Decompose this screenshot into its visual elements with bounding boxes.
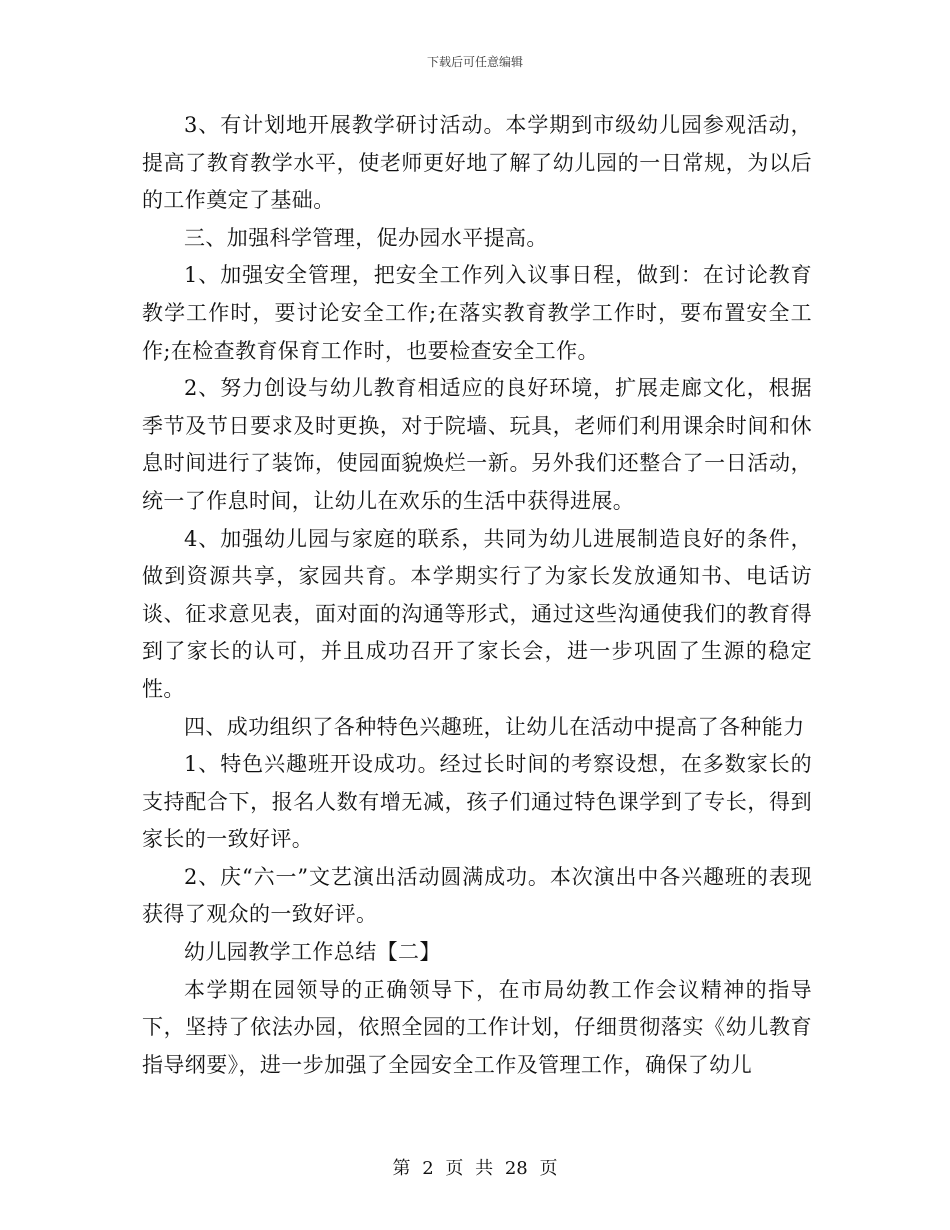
paragraph-environment: 2、努力创设与幼儿教育相适应的良好环境，扩展走廊文化，根据季节及节日要求及时更换，对于院墙、玩具，老师们利用课余时间和休息时间进行了装饰，使园面貌焕烂一新。另外我们还整合了一日活动，统一了作息时间，让幼儿在欢乐的生活中获得进展。 xyxy=(142,376,812,513)
section-heading-interest-classes: 四、成功组织了各种特色兴趣班，让幼儿在活动中提高了各种能力 xyxy=(184,714,805,739)
paragraph-safety-management: 1、加强安全管理，把安全工作列入议事日程，做到：在讨论教育教学工作时，要讨论安全工作;在落实教育教学工作时，要布置安全工作;在检查教育保育工作时，也要检查安全工作。 xyxy=(142,263,812,363)
paragraph-family-contact: 4、加强幼儿园与家庭的联系，共同为幼儿进展制造良好的条件，做到资源共享，家园共育。本学期实行了为家长发放通知书、电话访谈、征求意见表，面对面的沟通等形式，通过这些沟通使我们的教育得到了家长的认可，并且成功召开了家长会，进一步巩固了生源的稳定性。 xyxy=(142,526,812,701)
page-footer: 第 2 页 共 28 页 xyxy=(392,1158,558,1179)
paragraph-interest-classes: 1、特色兴趣班开设成功。经过长时间的考察设想，在多数家长的支持配合下，报名人数有增无减，孩子们通过特色课学到了专长，得到家长的一致好评。 xyxy=(142,752,812,852)
document-body xyxy=(142,107,812,1084)
paragraph-research-activities: 3、有计划地开展教学研讨活动。本学期到市级幼儿园参观活动，提高了教育教学水平，使老师更好地了解了幼儿园的一日常规，为以后的工作奠定了基础。 xyxy=(142,113,812,213)
section-heading-management: 三、加强科学管理，促办园水平提高。 xyxy=(184,225,548,250)
paragraph-semester-intro: 本学期在园领导的正确领导下，在市局幼教工作会议精神的指导下，坚持了依法办园，依照全园的工作计划，仔细贯彻落实《幼儿教育指导纲要》，进一步加强了全园安全工作及管理工作，确保了幼儿 xyxy=(142,977,812,1077)
section-title-summary-two: 幼儿园教学工作总结【二】 xyxy=(184,940,441,965)
page-header: 下载后可任意编辑 xyxy=(426,55,523,69)
paragraph-june-first-show: 2、庆“六一”文艺演出活动圆满成功。本次演出中各兴趣班的表现获得了观众的一致好评。 xyxy=(142,864,812,927)
